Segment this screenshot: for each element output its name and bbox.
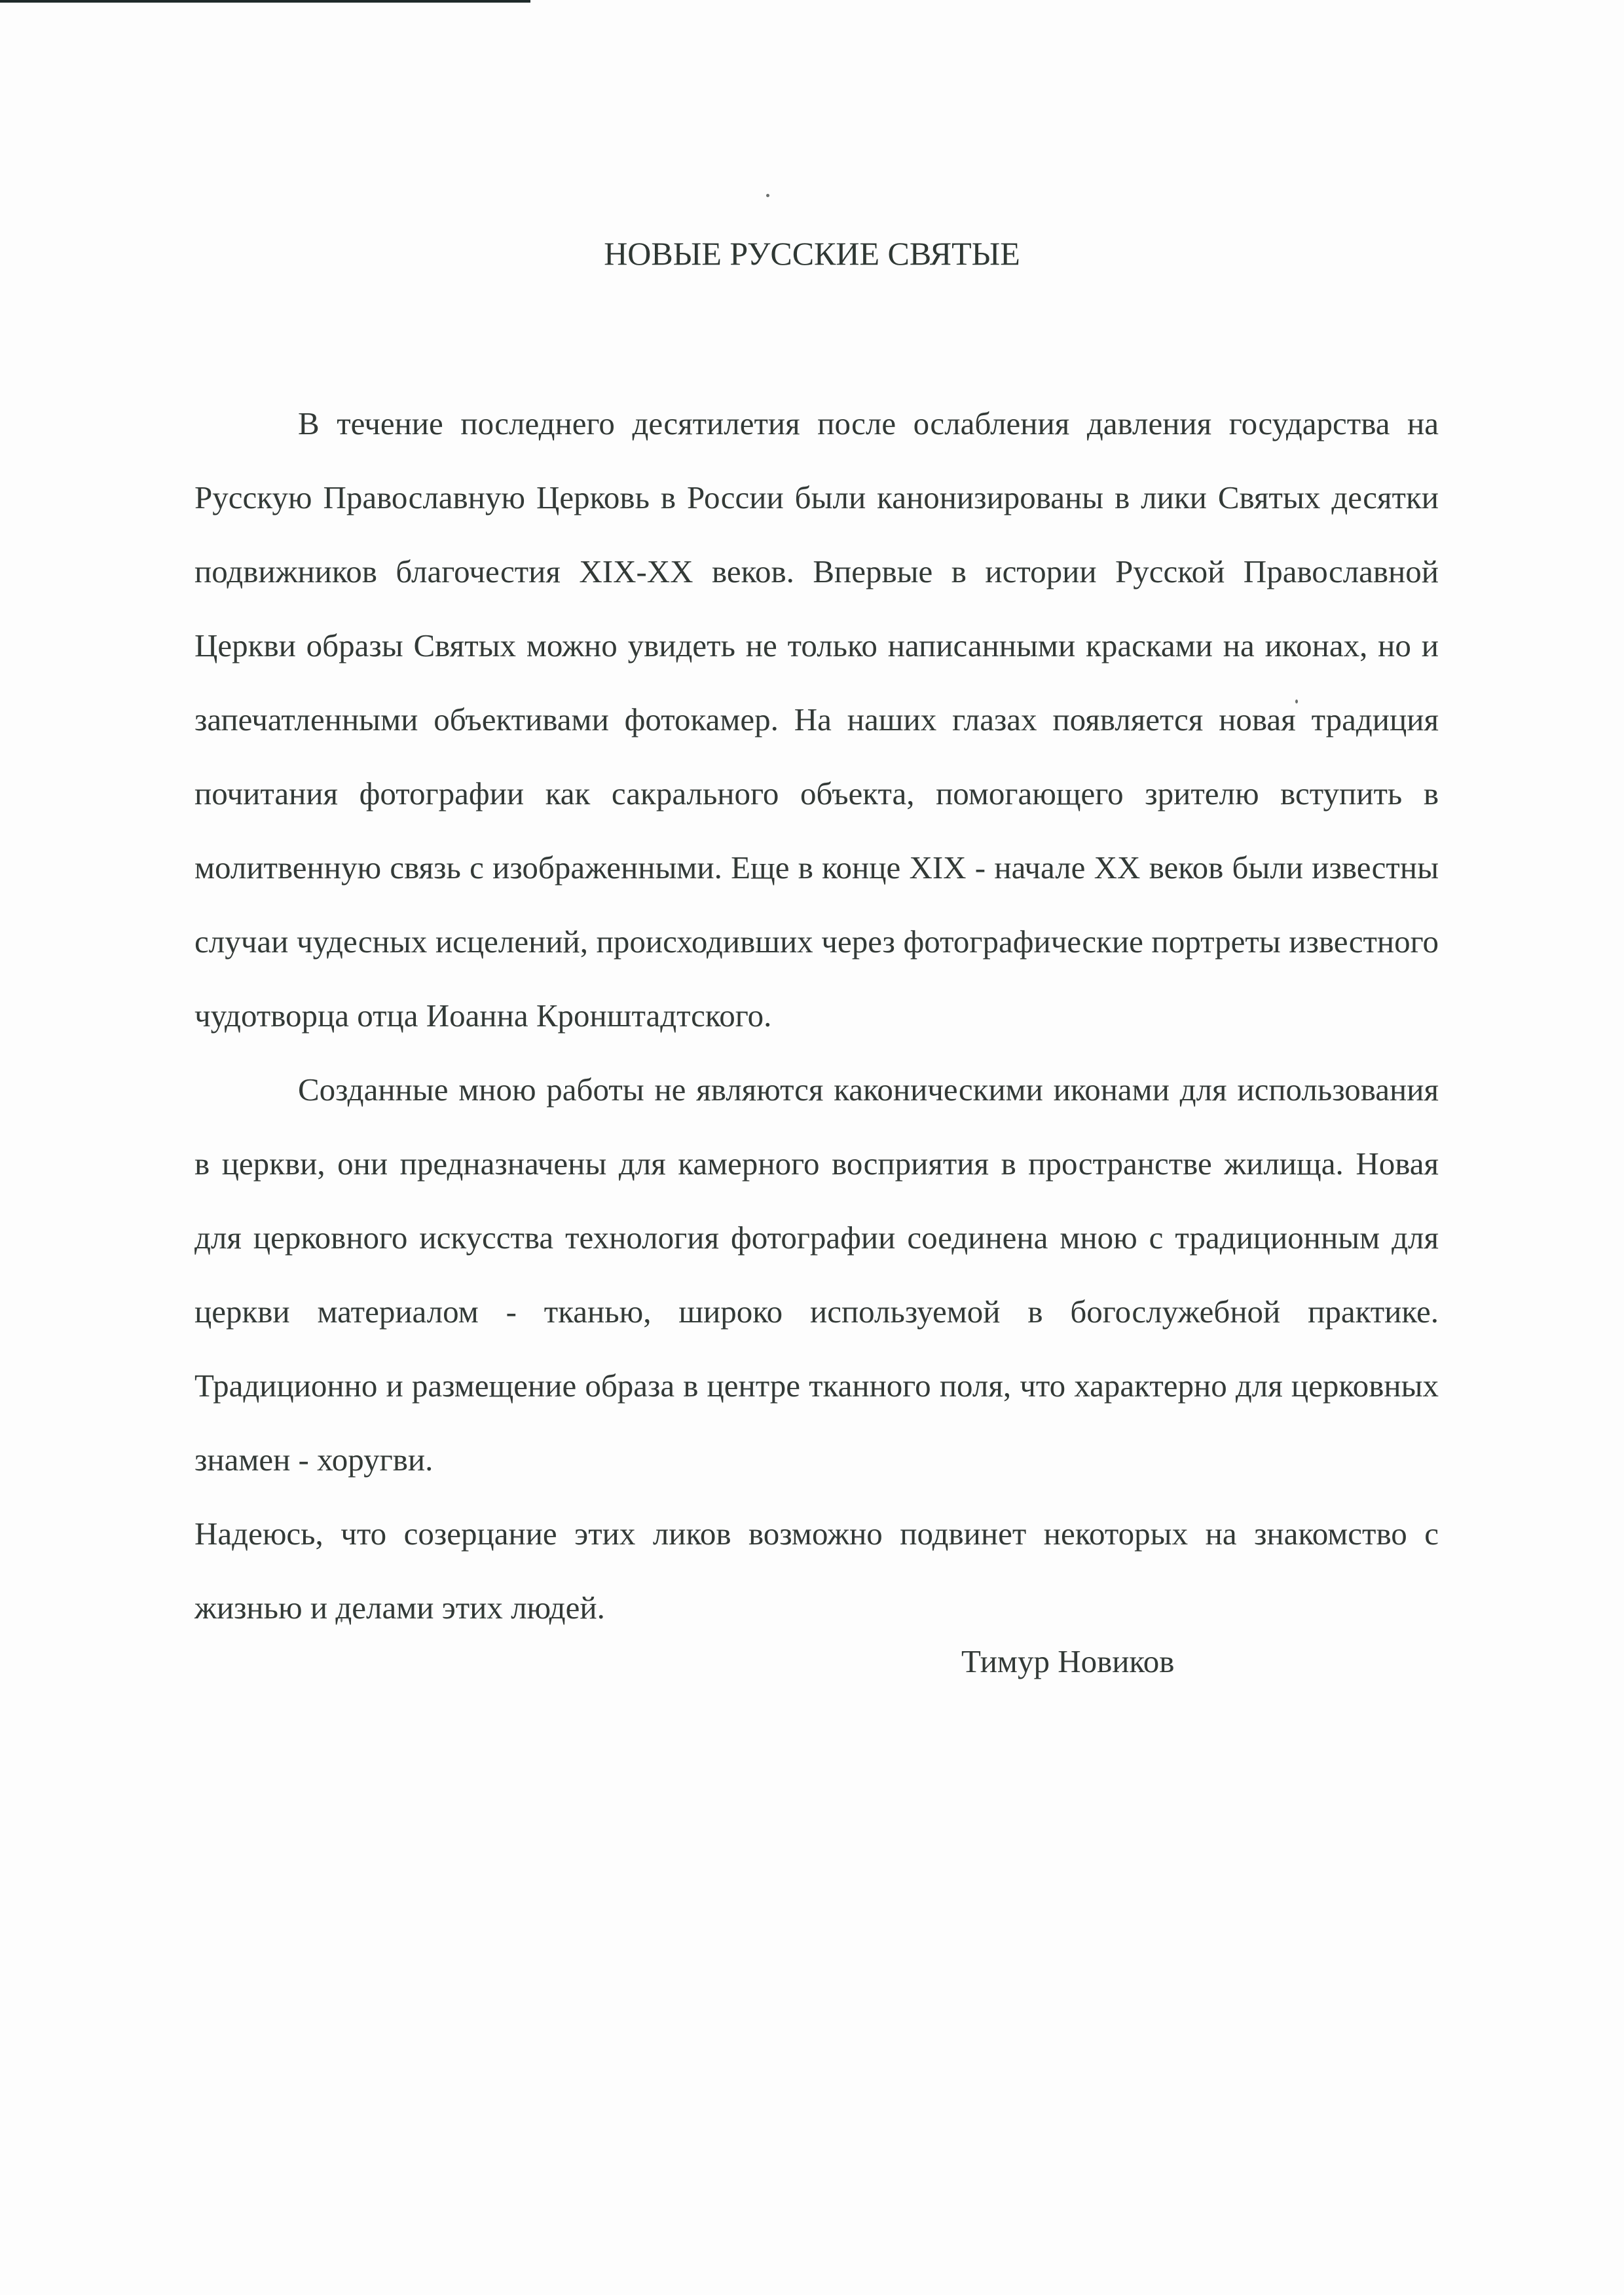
paragraph-works: Созданные мною работы не являются каконическими иконами для использования в церкви, они предназначены для камерного восприятия в пространстве жилища. Новая для церковного искусства технология фотографии соединена мною с традиционным для церкви материалом - тканью, широко используемой в богослужебной практике. Традиционно и размещение образа в центре тканного поля, что характерно для церковных знамен - хоругви. [194, 1072, 1439, 1478]
document-body [194, 386, 1439, 1645]
scan-edge-line [0, 0, 530, 3]
paragraph-hope: Надеюсь, что созерцание этих ликов возможно подвинет некоторых на знакомство с жизнью и делами этих людей. [194, 1516, 1439, 1626]
scan-speck [766, 194, 769, 197]
paragraph-intro: В течение последнего десятилетия после ослабления давления государства на Русскую Православную Церковь в России были канонизированы в лики Святых десятки подвижников благочестия XIX-XX веков. Впервые в истории Русской Православной Церкви образы Святых можно увидеть не только написанными красками на иконах, но и запечатленными объективами фотокамер. На наших глазах появляется новая традиция почитания фотографии как сакрального объекта, помогающего зрителю вступить в молитвенную связь с изображенными. Еще в конце XIX - начале XX веков были известны случаи чудесных исцелений, происходивших через фотографические портреты известного чудотворца отца Иоанна Кронштадтского. [194, 405, 1439, 1034]
document-title: НОВЫЕ РУССКИЕ СВЯТЫЕ [604, 235, 1020, 272]
author-signature: Тимур Новиков [961, 1643, 1175, 1679]
